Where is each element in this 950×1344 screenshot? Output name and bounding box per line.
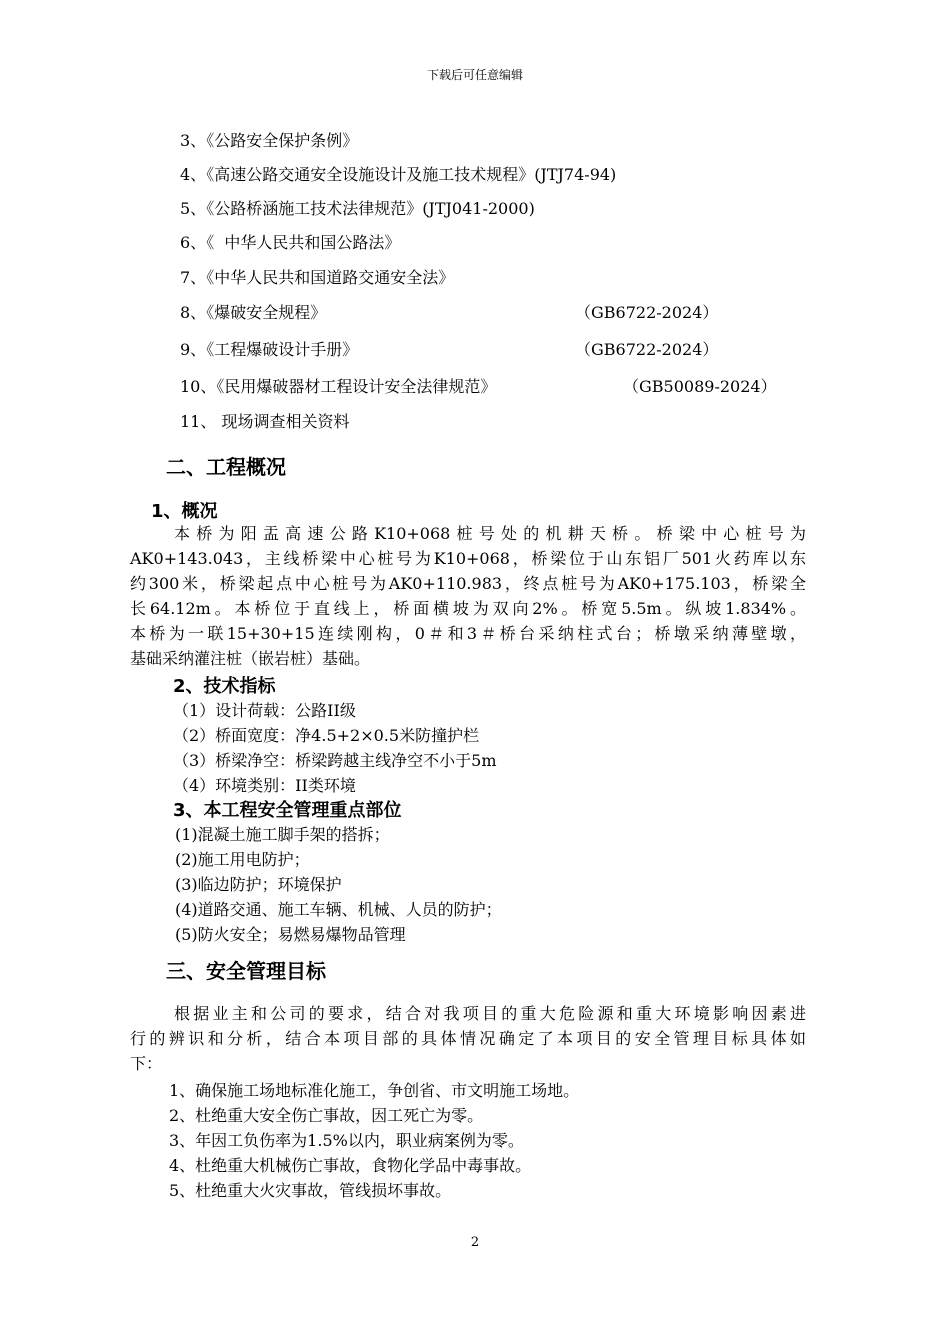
goal-item: 5、杜绝重大火灾事故，管线损坏事故。 (169, 1181, 452, 1200)
reference-title: 《工程爆破设计手册》 (206, 340, 359, 359)
paragraph-line: 根据业主和公司的要求，结合对我项目的重大危险源和重大环境影响因素进 (174, 1004, 806, 1023)
key-area-item: (2)施工用电防护； (175, 850, 310, 869)
key-area-item: (1)混凝土施工脚手架的搭拆； (175, 825, 390, 844)
goals-intro-paragraph (130, 1001, 806, 1076)
tech-spec-item: （1）设计荷载：公路II级 (173, 701, 356, 720)
page-header: 下载后可任意编辑 (426, 68, 523, 82)
paragraph-line: 行的辨识和分析，结合本项目部的具体情况确定了本项目的安全管理目标具体如 (130, 1029, 806, 1048)
reference-code: （GB6722-2024） (575, 303, 719, 322)
reference-number: 11、 (180, 412, 217, 431)
subsection-3-title: 3、本工程安全管理重点部位 (173, 800, 402, 821)
reference-item-11 (180, 409, 800, 431)
tech-spec-item: （2）桥面宽度：净4.5+2×0.5米防撞护栏 (173, 726, 480, 745)
reference-item-8 (180, 300, 800, 322)
reference-number: 3、 (180, 131, 207, 150)
reference-title: 《民用爆破器材工程设计安全法律规范》 (216, 377, 497, 396)
reference-title: 现场调查相关资料 (216, 412, 350, 431)
page-number: 2 (470, 1235, 480, 1250)
reference-title: 《爆破安全规程》 (206, 303, 327, 322)
goal-item: 2、杜绝重大安全伤亡事故，因工死亡为零。 (169, 1106, 484, 1125)
reference-number: 6、 (180, 233, 207, 252)
paragraph-line: 下： (130, 1054, 163, 1073)
reference-number: 8、 (180, 303, 207, 322)
paragraph-line: AK0+143.043，主线桥梁中心桩号为K10+068，桥梁位于山东铝厂501火药库以东 (130, 549, 806, 568)
reference-title: 《公路桥涵施工技术法律规范》(JTJ041-2000) (206, 199, 535, 218)
tech-spec-item: （3）桥梁净空：桥梁跨越主线净空不小于5m (173, 751, 497, 770)
reference-item-5 (180, 196, 800, 218)
subsection-1-title: 1、概况 (151, 501, 218, 522)
reference-item-3 (180, 128, 800, 150)
key-area-item: (4)道路交通、施工车辆、机械、人员的防护； (175, 900, 502, 919)
section-2-title: 二、工程概况 (166, 455, 286, 479)
subsection-2-title: 2、技术指标 (173, 676, 276, 697)
reference-item-4 (180, 162, 800, 184)
goal-item: 4、杜绝重大机械伤亡事故，食物化学品中毒事故。 (169, 1156, 532, 1175)
reference-item-6 (180, 230, 800, 252)
reference-item-10 (180, 374, 800, 396)
paragraph-line: 本桥为一联15+30+15连续刚构，0＃和3＃桥台采纳柱式台；桥墩采纳薄壁墩， (130, 624, 806, 643)
paragraph-line: 约300米，桥梁起点中心桩号为AK0+110.983，终点桩号为AK0+175.103，桥梁全 (130, 574, 806, 593)
reference-item-7 (180, 265, 800, 287)
reference-code: （GB6722-2024） (575, 340, 719, 359)
reference-title: 《 中华人民共和国公路法》 (206, 233, 401, 252)
reference-code: （GB50089-2024） (623, 377, 777, 396)
reference-number: 4、 (180, 165, 207, 184)
paragraph-line: 长64.12m。本桥位于直线上，桥面横坡为双向2%。桥宽5.5m。纵坡1.834%。 (130, 599, 806, 618)
reference-number: 7、 (180, 268, 207, 287)
tech-spec-item: （4）环境类别：II类环境 (173, 776, 356, 795)
reference-item-9 (180, 337, 800, 359)
reference-title: 《高速公路交通安全设施设计及施工技术规程》(JTJ74-94) (206, 165, 617, 184)
key-area-item: (3)临边防护；环境保护 (175, 875, 342, 894)
reference-number: 5、 (180, 199, 207, 218)
key-area-item: (5)防火安全；易燃易爆物品管理 (175, 925, 406, 944)
reference-title: 《公路安全保护条例》 (206, 131, 359, 150)
reference-number: 10、 (180, 377, 217, 396)
overview-paragraph (130, 521, 806, 671)
goal-item: 1、确保施工场地标准化施工，争创省、市文明施工场地。 (169, 1081, 580, 1100)
section-3-title: 三、安全管理目标 (166, 959, 326, 983)
goal-item: 3、年因工负伤率为1.5%以内，职业病案例为零。 (169, 1131, 524, 1150)
paragraph-line: 基础采纳灌注桩（嵌岩桩）基础。 (130, 649, 371, 668)
paragraph-line: 本桥为阳盂高速公路K10+068桩号处的机耕天桥。桥梁中心桩号为 (174, 524, 806, 543)
reference-number: 9、 (180, 340, 207, 359)
reference-title: 《中华人民共和国道路交通安全法》 (206, 268, 455, 287)
